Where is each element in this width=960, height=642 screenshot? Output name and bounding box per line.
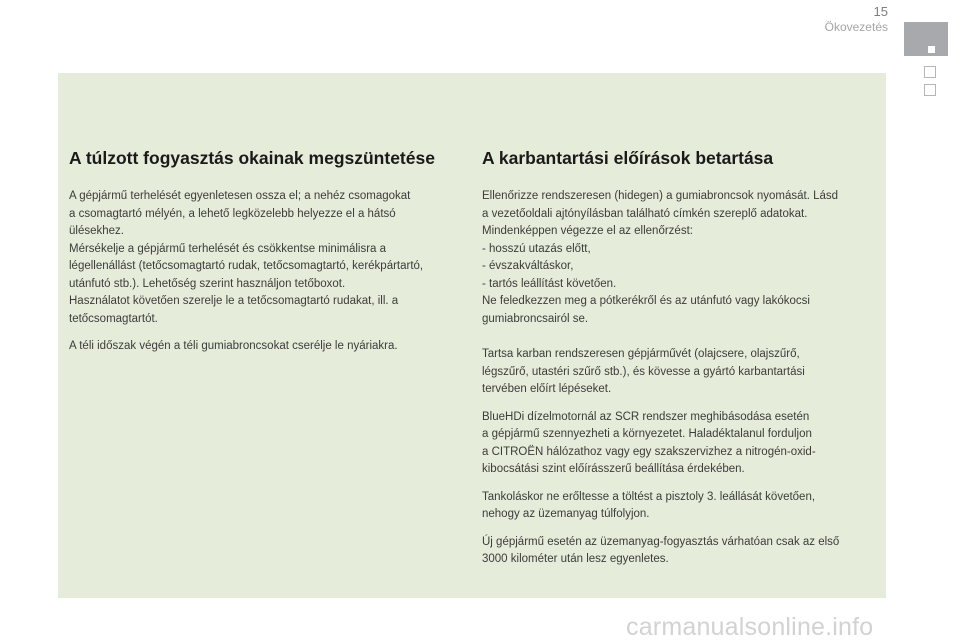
paragraph	[69, 188, 469, 328]
text-line: tervében előírt lépéseket.	[482, 383, 612, 395]
chapter-tab[interactable]	[924, 84, 936, 96]
paragraph	[69, 338, 469, 356]
paragraph	[482, 409, 882, 479]
text-line: nehogy az üzemanyag túlfolyjon.	[482, 508, 650, 520]
right-column	[482, 147, 882, 579]
text-line: tetőcsomagtartót.	[69, 312, 158, 325]
text-line: utánfutó stb.). Lehetőség szerint használjon tetőboxot.	[69, 277, 346, 290]
content-panel	[58, 73, 886, 598]
text-line: Tartsa karban rendszeresen gépjárművét (olajcsere, olajszűrő,	[482, 348, 800, 360]
left-paragraphs	[69, 188, 469, 356]
text-line: légszűrő, utastéri szűrő stb.), és kövesse a gyártó karbantartási	[482, 365, 805, 378]
chapter-title: Ökovezetés	[824, 20, 888, 34]
paragraph	[482, 534, 882, 569]
text-line: Ne feledkezzen meg a pótkerékről és az utánfutó vagy lakókocsi	[482, 295, 810, 307]
text-line: - évszakváltáskor,	[482, 260, 574, 272]
text-line: a csomagtartó mélyén, a lehető legközelebb helyezze el a hátsó	[69, 207, 396, 220]
right-paragraphs	[482, 188, 882, 569]
paragraph	[482, 489, 882, 524]
text-line: Új gépjármű esetén az üzemanyag-fogyasztás várhatóan csak az első	[482, 535, 840, 548]
text-line: BlueHDi dízelmotornál az SCR rendszer meghibásodása esetén	[482, 410, 810, 423]
text-line: Tankoláskor ne erőltesse a töltést a pisztoly 3. leállását követően,	[482, 490, 816, 503]
text-line: - hosszú utazás előtt,	[482, 242, 591, 255]
paragraph	[482, 188, 882, 328]
text-line: kibocsátási szint előírásszerű beállítása érdekében.	[482, 463, 745, 475]
text-line: a vezetőoldali ajtónyílásban található címkén szereplő adatokat.	[482, 207, 808, 220]
text-line: légellenállást (tetőcsomagtartó rudak, tetőcsomagtartó, kerékpártartó,	[69, 260, 424, 272]
section-heading-maintenance: A karbantartási előírások betartása	[482, 148, 774, 168]
text-line: gumiabroncsairól se.	[482, 312, 589, 325]
tab-marker-icon	[928, 46, 935, 53]
text-line: Mérsékelje a gépjármű terhelését és csökkentse minimálisra a	[69, 242, 387, 255]
page-number: 15	[873, 4, 888, 19]
text-line: 3000 kilométer után lesz egyenletes.	[482, 553, 669, 565]
chapter-tab[interactable]	[924, 66, 936, 78]
text-line: A téli időszak végén a téli gumiabroncsokat cserélje le nyáriakra.	[69, 340, 398, 352]
text-line: - tartós leállítást követően.	[482, 277, 617, 290]
section-heading-excess-consumption: A túlzott fogyasztás okainak megszüntetése	[69, 148, 435, 168]
text-line: Ellenőrizze rendszeresen (hidegen) a gumiabroncsok nyomását. Lásd	[482, 190, 839, 202]
text-line: Mindenképpen végezze el az ellenőrzést:	[482, 225, 693, 237]
chapter-tab-active[interactable]	[904, 22, 948, 56]
paragraph	[482, 346, 882, 399]
text-line: A gépjármű terhelését egyenletesen ossza el; a nehéz csomagokat	[69, 190, 411, 202]
text-line: a CITROËN hálózathoz vagy egy szakszervizhez a nitrogén-oxid-	[482, 445, 816, 458]
text-line: ülésekhez.	[69, 225, 124, 237]
text-line: Használatot követően szerelje le a tetőcsomagtartó rudakat, ill. a	[69, 295, 399, 307]
watermark: carmanualsonline.info	[626, 613, 874, 641]
left-column	[69, 147, 469, 366]
text-line: a gépjármű szennyezheti a környezetet. Haladéktalanul forduljon	[482, 428, 812, 440]
